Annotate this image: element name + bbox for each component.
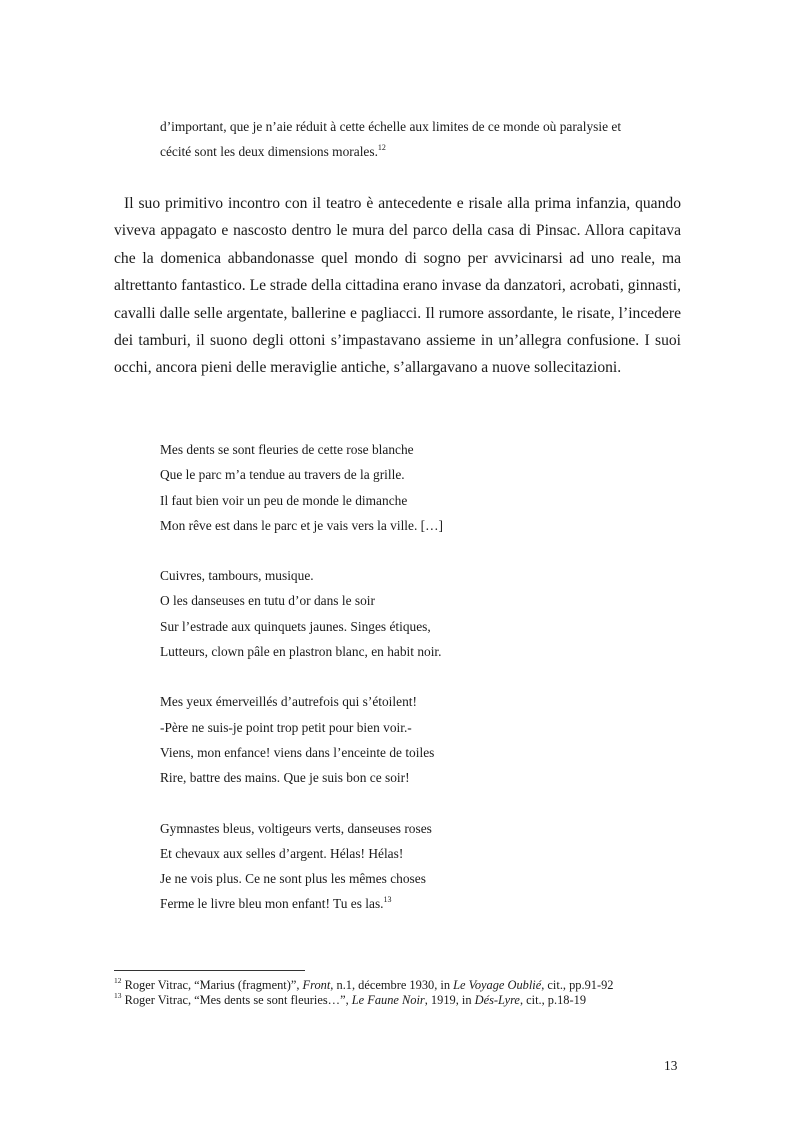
poem-line: Il faut bien voir un peu de monde le dimanche [160, 492, 408, 508]
footnote-title: Dés-Lyre [474, 993, 520, 1007]
footnote-ref-12[interactable]: 12 [377, 142, 386, 152]
page-number: 13 [664, 1058, 678, 1073]
footnote-text: , n.1, décembre 1930, in [330, 978, 454, 992]
footnote-number: 13 [114, 990, 122, 1000]
footnote-text: , 1919, in [424, 993, 475, 1007]
poem-line: Je ne vois plus. Ce ne sont plus les mêmes choses [160, 871, 426, 887]
footnote-13 [114, 990, 714, 1008]
poem-stanza-3 [160, 689, 660, 790]
poem-line: Sur l’estrade aux quinquets jaunes. Singes étiques, [160, 618, 431, 634]
footnote-text: Roger Vitrac, “Mes dents se sont fleuries…”, [121, 993, 352, 1007]
poem-line: Cuivres, tambours, musique. [160, 568, 314, 584]
poem-line: Rire, battre des mains. Que je suis bon ce soir! [160, 770, 410, 786]
poem-line: -Père ne suis-je point trop petit pour bien voir.- [160, 719, 412, 735]
footnote-12 [114, 975, 714, 993]
poem-line-last [160, 891, 660, 916]
footnote-title: Le Voyage Oublié [453, 978, 542, 992]
footnote-text: , cit., p.18-19 [519, 993, 587, 1007]
poem-stanza-2 [160, 563, 660, 664]
body-paragraph-text: Il suo primitivo incontro con il teatro è antecedente e risale alla prima infanzia, quando viveva appagato e nascosto dentro le mura del parco della casa di Pinsac. Allora capitava che la domenica abbandonasse quel mondo di sogno per avvicinarsi ad uno reale, ma altrettanto fantastico. Le strade della cittadina erano invase da danzatori, acrobati, ginnasti, cavalli dalle selle argentate, ballerine e pagliacci. Il rumore assordante, le risate, l’incedere dei tamburi, il suono degli ottoni s’impastavano assieme in un’allegra confusione. I suoi occhi, ancora pieni delle meraviglie antiche, s’allargavano a nuove sollecitazioni. [114, 195, 681, 377]
body-paragraph [114, 190, 681, 382]
quote-line-1: d’important, que je n’aie réduit à cette échelle aux limites de ce monde où paralysie et [160, 119, 622, 134]
poem-quote [160, 437, 660, 942]
poem-line: Mon rêve est dans le parc et je vais vers la ville. […] [160, 517, 443, 533]
footnote-text: , cit., pp.91-92 [541, 978, 614, 992]
quote-line-2 [160, 139, 681, 164]
poem-line: Mes yeux émerveillés d’autrefois qui s’étoilent! [160, 694, 417, 710]
footnotes [114, 975, 714, 1008]
footnote-title: Le Faune Noir [351, 993, 425, 1007]
poem-line: Mes dents se sont fleuries de cette rose blanche [160, 442, 414, 457]
poem-stanza-1 [160, 437, 660, 538]
poem-line: Que le parc m’a tendue au travers de la grille. [160, 467, 405, 483]
poem-line: Lutteurs, clown pâle en plastron blanc, en habit noir. [160, 644, 442, 660]
poem-stanza-4 [160, 816, 660, 917]
poem-line: O les danseuses en tutu d’or dans le soir [160, 593, 375, 609]
footnote-text: Roger Vitrac, “Marius (fragment)”, [121, 978, 303, 992]
footnote-number: 12 [114, 975, 122, 985]
block-quote-top [160, 114, 681, 164]
footnote-separator [114, 970, 305, 971]
footnote-ref-13[interactable]: 13 [383, 894, 392, 904]
poem-line: Et chevaux aux selles d’argent. Hélas! Hélas! [160, 845, 404, 861]
footnote-title: Front [302, 978, 331, 992]
poem-line: Gymnastes bleus, voltigeurs verts, danseuses roses [160, 820, 432, 836]
poem-line: Viens, mon enfance! viens dans l’enceinte de toiles [160, 744, 435, 760]
quote-line-2-text: cécité sont les deux dimensions morales. [160, 144, 378, 159]
poem-line-text: Ferme le livre bleu mon enfant! Tu es las. [160, 896, 384, 912]
